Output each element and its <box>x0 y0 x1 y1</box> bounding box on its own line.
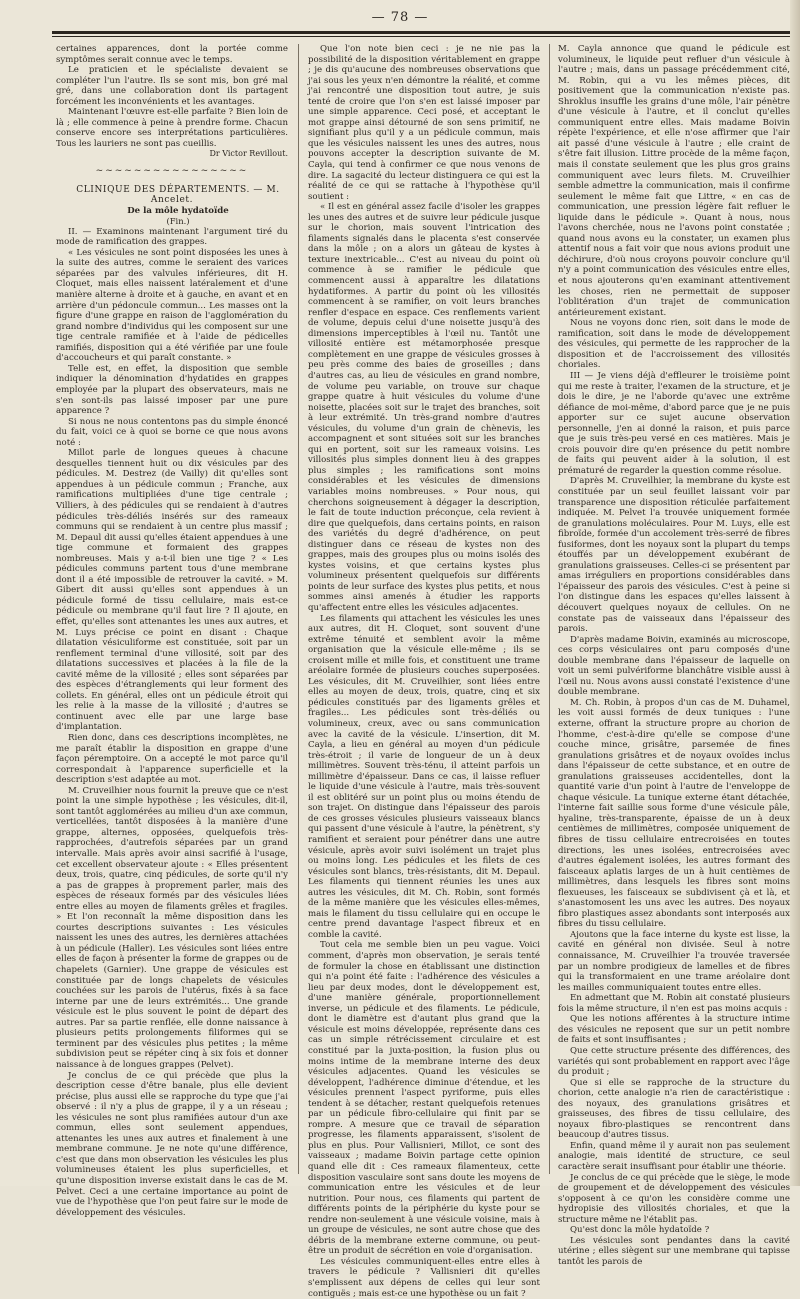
paragraph: Rien donc, dans ces descriptions incomplètes, ne me paraît établir la disposition en grappe d'une façon péremptoire. On a accepté le mot parce qu'il correspondait à l'apparence superficielle et la description s'est adaptée au mot. <box>56 733 288 786</box>
paragraph: Enfin, quand même il y aurait non pas seulement analogie, mais identité de structure, ce seul caractère serait insuffisant pour établir une théorie. <box>558 1140 790 1172</box>
section-title: CLINIQUE DES DÉPARTEMENTS. — M. Ancelet. <box>76 184 280 206</box>
paragraph: Que l'on note bien ceci : je ne nie pas la possibilité de la disposition véritablement en grappe ; je dis qu'aucune des nombreuses observations que j'ai sous les yeux n'en démontre la réalité, et comme j'ai rencontré une disposition tout autre, je suis tenté de croire que l'on s'en est laissé imposer par une simple apparence. Ceci posé, et acceptant le mot grappe ainsi détourné de son sens primitif, ne signifiant plus qu'il y a un pédicule commun, mais que les vésicules naissent les unes des autres, nous pouvons accepter la description suivante de M. Cayla, qui tend à confirmer ce que nous venons de dire. La sagacité du lecteur distinguera ce qui est la réalité de ce qui se rattache à l'hypothèse qu'il soutient : <box>308 44 540 202</box>
page-number: — 78 — <box>371 10 429 25</box>
paragraph: Nous ne voyons donc rien, soit dans le mode de ramification, soit dans le mode de développement des vésicules, qui permette de les rapprocher de la disposition et de l'accroissement des villosités choriales. <box>558 318 790 371</box>
ornament-divider: ~~~~~~~~~~~~~~~~ <box>95 166 249 177</box>
paragraph: Les filaments qui attachent les vésicules les unes aux autres, dit H. Cloquet, sont souvent d'une extrême ténuité et semblent avoir la même organisation que la vésicule elle-même ; ils se croisent mille et mille fois, et constituent une trame aréolaire formée de plusieurs couches superposées. Les vésicules, dit M. Cruveilhier, sont liées entre elles au moyen de deux, trois, quatre, cinq et six pédicules constitués par des ligaments grêles et fragiles... Les pédicules sont très-déliés ou volumineux, creux, avec ou sans communication avec la cavité de la vésicule. L'insertion, dit M. Cayla, a lieu en général au moyen d'un pédicule très-étroit ; il varie de longueur de un à deux millimètres. Souvent très-ténu, il atteint parfois un millimètre d'épaisseur. Dans ce cas, il laisse refluer le liquide d'une vésicule à l'autre, mais très-souvent il est oblitéré sur un point plus ou moins étendu de son trajet. On distingue dans l'épaisseur des parois de ces grosses vésicules plusieurs vaisseaux blancs qui passent d'une vésicule à l'autre, la pénètrent, s'y ramifient et seraient pour pénétrer dans une autre vésicule, après avoir suivi isolément un trajet plus ou moins long. Les pédicules et les filets de ces vésicules sont blancs, très-résistants, dit M. Depaul. Les filaments qui tiennent réunies les unes aux autres les vésicules, dit M. Ch. Robin, sont formés de la même manière que les vésicules elles-mêmes, mais le filament du tissu cellulaire qui en occupe le centre prend davantage l'aspect fibreux et en comble la cavité. <box>308 613 540 940</box>
paragraph: certaines apparences, dont la portée comme symptômes serait connue avec le temps. <box>56 44 288 65</box>
paragraph: D'après M. Cruveilhier, la membrane du kyste est constituée par un seul feuillet laissant voir par transparence une disposition réticulée parfaitement indiquée. M. Pelvet l'a trouvée uniquement formée de granulations moléculaires. Pour M. Luys, elle est fibroïde, formée d'un accolement très-serré de fibres fusiformes, dont les noyaux sont la plupart du temps étouffés par un développement exubérant de granulations graisseuses. Celles-ci se présentent par amas irréguliers en proportions considérables dans l'épaisseur des parois des vésicules. C'est à peine si l'on distingue dans les espaces qu'elles laissent à découvert quelques noyaux de cellules. On ne constate pas de vaisseaux dans l'épaisseur des parois. <box>558 476 790 635</box>
paragraph: Les vésicules communiquent-elles entre elles à travers le pédicule ? Vallisnieri dit qu'elles s'emplissent aux dépens de celles qui leur sont contiguës ; mais est-ce une hypothèse ou un fait ? <box>308 1256 540 1299</box>
paragraph: Ajoutons que la face interne du kyste est lisse, la cavité en général non divisée. Seul à notre connaissance, M. Cruveilhier l'a trouvée traversée par un nombre prodigieux de lamelles et de fibres qui la transformaient en une trame aréolaire dont les mailles communiquaient toutes entre elles. <box>558 929 790 993</box>
header-rule <box>52 31 792 34</box>
paragraph: Je conclus de ce qui précède que plus la description cesse d'être banale, plus elle devient précise, plus aussi elle se rapproche du type que j'ai observé : il n'y a plus de grappe, il y a un réseau ; les vésicules ne sont plus ramifiées autour d'un axe commun, elles sont seulement appendues, attenantes les unes aux autres et finalement à une membrane commune. Je ne note qu'une différence, c'est que dans mon observation les vésicules les plus volumineuses étaient les plus superficielles, et qu'une disposition inverse existait dans le cas de M. Pelvet. Ceci a une certaine importance au point de vue de l'hypothèse que l'on peut faire sur le mode de développement des vésicules. <box>56 1070 288 1218</box>
paragraph: III — Je viens déjà d'effleurer le troisième point qui me reste à traiter, l'examen de la structure, et je dois le dire, je ne l'aborde qu'avec une extrême défiance de moi-même, d'abord parce que je ne puis apporter sur ce sujet aucune observation personnelle, j'en ai donné la raison, et puis parce que je suis très-peu versé en ces matières. Mais je crois pouvoir dire qu'en présence du petit nombre de faits qui peuvent aider à la solution, il est prématuré de regarder la question comme résolue. <box>558 370 790 476</box>
column-2 <box>308 44 540 1299</box>
section-fin: (Fin.) <box>166 216 190 227</box>
paragraph: « Il est en général assez facile d'isoler les grappes les unes des autres et de suivre leur pédicule jusque sur le chorion, mais souvent l'intrication des filaments signalés dans le placenta s'est conservée dans la môle ; on a alors un gâteau de kystes à texture inextricable... C'est au niveau du point où commence à se ramifier le pédicule que commencent aussi à apparaître les dilatations hydatiformes. A partir du point où les villosités commencent à se ramifier, on voit leurs branches renfler d'espace en espace. Ces renflements varient de volume, depuis celui d'une noisette jusqu'à des dimensions imperceptibles à l'œil nu. Tantôt une villosité entière est métamorphosée presque complètement en une grappe de vésicules grosses à peu près comme des baies de groseilles ; dans d'autres cas, au lieu de vésicules en grand nombre, de volume peu variable, on trouve sur chaque grappe quatre à huit vésicules du volume d'une noisette, placées soit sur le trajet des branches, soit à leur extrémité. Un très-grand nombre d'autres vésicules, du volume d'un grain de chènevis, les accompagnent et sont situées soit sur les branches qui en portent, soit sur les rameaux voisins. Les villosités plus simples donnent lieu à des grappes plus simples ; les ramifications sont moins considérables et les vésicules de dimensions variables moins nombreuses. » Pour nous, qui cherchons soigneusement à dégager la description, le fait de toute induction préconçue, cela revient à dire que quelquefois, dans certains points, en raison des variétés du degré d'adhérence, on peut distinguer dans ce réseau de kystes non des grappes, mais des groupes plus ou moins isolés des kystes voisins, et que certains kystes plus volumineux présentent quelquefois sur différents points de leur surface des kystes plus petits, et nous sommes ainsi amenés à étudier les rapports qu'affectent entre elles les vésicules adjacentes. <box>308 202 540 613</box>
paragraph: II. — Examinons maintenant l'argument tiré du mode de ramification des grappes. <box>56 226 288 248</box>
paragraph: M. Cruveilhier nous fournit la preuve que ce n'est point la une simple hypothèse ; les vésicules, dit-il, sont tantôt agglomérées au milieu d'un axe commun, verticellées, tantôt disposées à la manière d'une grappe, alternes, opposées, quelquefois très-rapprochées, d'autrefois séparées par un grand intervalle. Mais après avoir ainsi sacrifié à l'usage, cet excellent observateur ajoute : « Elles présentent deux, trois, quatre, cinq pédicules, de sorte qu'il n'y a pas de grappes à proprement parler, mais des espèces de réseaux formés par des vésicules liées entre elles au moyen de filaments grêles et fragiles. » Et l'on reconnaît la même disposition dans les courtes descriptions suivantes : Les vésicules naissent les unes des autres, les dernières attachées à un pédicule (Haller). Les vésicules sont liées entre elles de façon à présenter la forme de grappes ou de chapelets (Garnier). Une grappe de vésicules est constituée par de longs chapelets de vésicules couchées sur les parois de l'utérus, fixés à sa face interne par une de leurs extrémités... Une grande vésicule est le plus souvent le point de départ des autres. Par sa partie renflée, elle donne naissance à plusieurs petits prolongements filiformes qui se terminent par des vésicules plus petites ; la même subdivision peut se répéter cinq à six fois et donner naissance à de longues grappes (Pelvet). <box>56 785 288 1070</box>
section-subtitle: De la môle hydatoïde <box>127 205 229 216</box>
paragraph: M. Cayla annonce que quand le pédicule est volumineux, le liquide peut refluer d'un vésicule à l'autre ; mais, dans un passage précédemment cité, M. Robin, qui a vu les mêmes pièces, dit positivement que la communication n'existe pas. Shroklus insuffle les grains d'une môle, l'air pénètre d'une vésicule à l'autre, et il conclut qu'elles communiquent entre elles. Mais madame Boivin répète l'expérience, et elle n'ose affirmer que l'air ait passé d'une vésicule à l'autre ; elle craint de s'être fait illusion. Littre procède de la même façon, mais il constate seulement que les plus gros grains communiquent avec leurs filets. M. Cruveilhier semble admettre la communication, mais il confirme seulement le même fait que Littre, « en cas de communication, une pression légère fait refluer le liquide dans le pédicule ». Quant à nous, nous l'avons cherchée, nous ne l'avons point constatée ; quand nous avons eu la constater, un examen plus attentif nous a fait voir que nous avions produit une déchirure, d'où nous croyons pouvoir conclure qu'il n'y a point communication des vésicules entre elles, et nous ajouterons qu'en examinant attentivement les choses, rien ne permettait de supposer l'oblitération d'un trajet de communication antérieurement existant. <box>558 44 790 318</box>
paragraph: Le praticien et le spécialiste devaient se compléter l'un l'autre. Ils se sont mis, bon gré mal gré, dans une collaboration dont ils partagent forcément les inconvénients et les avantages. <box>56 65 288 107</box>
column-1 <box>56 44 288 1218</box>
paragraph: Maintenant l'œuvre est-elle parfaite ? Bien loin de là ; elle commence à peine à prendre forme. Chacun conserve encore ses interprétations particulières. Tous les lauriers ne sont pas cueillis. <box>56 107 288 149</box>
paragraph: Qu'est donc la môle hydatoïde ? <box>570 1225 710 1236</box>
column-divider <box>298 44 299 1174</box>
paragraph: Millot parle de longues queues à chacune desquelles tiennent huit ou dix vésicules par des pédicules. M. Destrez (de Vailly) dit qu'elles sont appendues à un pédicule commun ; Franche, aux ramifications multipliées d'une tige centrale ; Villiers, à des pédicules qui se rendaient à d'autres pédicules très-déliés insérés sur des rameaux communs qui se rendaient à un centre plus massif ; M. Depaul dit aussi qu'elles étaient appendues à une tige commune et formaient des grappes nombreuses. Mais y a-t-il bien une tige ? « Les pédicules communs partent tous d'une membrane dont il a été impossible de retrouver la cavité. » M. Gibert dit aussi qu'elles sont appendues à un pédicule formé de tissu cellulaire, mais est-ce pédicule ou membrane qu'il faut lire ? Il ajoute, en effet, qu'elles sont attenantes les unes aux autres, et M. Luys précise ce point en disant : Chaque dilatation vésiculiforme est constituée, soit par un renflement terminal d'une villosité, soit par des dilatations successives et placées à la file de la cavité même de la villosité ; elles sont séparées par des espèces d'étranglements qui leur forment des collets. En général, elles ont un pédicule étroit qui les relie à la masse de la villosité ; d'autres se continuent avec elle par une large base d'implantation. <box>56 448 288 733</box>
paragraph: Que cette structure présente des différences, des variétés qui sont probablement en rapport avec l'âge du produit ; <box>558 1045 790 1078</box>
page-edge-shadow <box>790 0 800 1186</box>
paragraph: « Les vésicules ne sont point disposées les unes à la suite des autres, comme le seraient des varices séparées par des valvules inférieures, dit H. Cloquet, mais elles naissent latéralement et d'une manière alterne à droite et à gauche, en avant et en arrière d'un pédoncule commun... Les masses ont la figure d'une grappe en raison de l'agglomération du grand nombre d'individus qui les composent sur une tige centrale ramifiée et à l'aide de pédicelles ramifiés, disposition qui a été vérifiée par une foule d'accoucheurs et qui paraît constante. » <box>56 247 288 364</box>
column-divider <box>549 44 550 1174</box>
paragraph: En admettant que M. Robin ait constaté plusieurs fois la même structure, il n'en est pas moins acquis : <box>558 993 790 1014</box>
paragraph: Telle est, en effet, la disposition que semble indiquer la dénomination d'hydatides en grappes employée par la plupart des observateurs, mais ne s'en sont-ils pas laissé imposer par une pure apparence ? <box>56 363 288 417</box>
paragraph: Je conclus de ce qui précède que le siège, le mode de groupement et de développement des vésicules s'opposent à ce qu'on les considère comme une hydropisie des villosités choriales, et que la structure même ne l'établit pas. <box>558 1172 790 1225</box>
paragraph: M. Ch. Robin, à propos d'un cas de M. Duhamel, les voit aussi formés de deux tuniques : l'une externe, offrant la structure propre au chorion de l'homme, c'est-à-dire qu'elle se compose d'une couche mince, grisâtre, parsemée de fines granulations grisâtres et de noyaux ovoïdes inclus dans l'épaisseur de cette substance, et en outre de granulations graisseuses accidentelles, dont la quantité varie d'un point à l'autre de l'enveloppe de chaque vésicule. La tunique externe étant détachée, l'interne fait saillie sous forme d'une vésicule pâle, hyaline, très-transparente, épaisse de un à deux centièmes de millimètres, composée uniquement de fibres de tissu cellulaire entrecroisées en toutes directions, les unes isolées, entrecroisées avec d'autres également isolées, les autres formant des faisceaux aplatis larges de un à huit centièmes de millimètres, dans lesquels les fibres sont moins flexueuses, les faisceaux se subdivisent çà et là, et s'anastomosent les uns avec les autres. Des noyaux fibro plastiques assez abondants sont interposés aux fibres du tissu cellulaire. <box>558 697 790 930</box>
paragraph: Tout cela me semble bien un peu vague. Voici comment, d'après mon observation, je serais tenté de formuler la chose en établissant une distinction qui n'a point été faite : l'adhérence des vésicules a lieu par deux modes, dont le développement est, d'une manière générale, proportionnellement inverse, un pédicule et des filaments. Le pédicule, dont le diamètre est d'autant plus grand que la vésicule est moins développée, représente dans ces cas un simple rétrécissement circulaire et est constitué par la juxta-position, la fusion plus ou moins intime de la membrane interne des deux vésicules adjacentes. Quand les vésicules se développent, l'adhérence diminue d'étendue, et les vésicules prennent l'aspect pyriforme, puis elles tendent à se détacher, restant quelquefois retenues par un pédicule fibro-cellulaire qui finit par se rompre. A mesure que ce travail de séparation progresse, les filaments apparaissent, s'isolent de plus en plus. Pour Vallisnieri, Millot, ce sont des vaisseaux ; madame Boivin partage cette opinion quand elle dit : Ces rameaux filamenteux, cette disposition vasculaire sont sans doute les moyens de communication entre les vésicules et de leur nutrition. Pour nous, ces filaments qui partent de différents points de la périphérie du kyste pour se rendre non-seulement à une vésicule voisine, mais à un groupe de vésicules, ne sont autre chose que des débris de la membrane externe commune, ou peut-être un produit de sécrétion en voie d'organisation. <box>308 940 540 1257</box>
signature: Dr Victor Revillout. <box>209 149 288 159</box>
paragraph: Que si elle se rapproche de la structure du chorion, cette analogie n'a rien de caractéristique : des noyaux, des granulations grisâtres et graisseuses, des fibres de tissu cellulaire, des noyaux fibro-plastiques se rencontrent dans beaucoup d'autres tissus. <box>558 1077 790 1141</box>
paragraph: D'après madame Boivin, examinés au microscope, ces corps vésiculaires ont paru composés d'une double membrane dans l'épaisseur de laquelle on voit un semi pulvériforme blanchâtre visible aussi à l'œil nu. Nous avons aussi constaté l'existence d'une double membrane. <box>558 634 790 698</box>
column-3 <box>558 44 790 1267</box>
header-rule-thin <box>52 36 792 37</box>
paragraph: Les vésicules sont pendantes dans la cavité utérine ; elles siègent sur une membrane qui tapisse tantôt les parois de <box>558 1235 790 1267</box>
paragraph: Si nous ne nous contentons pas du simple énoncé du fait, voici ce à quoi se borne ce que nous avons noté : <box>56 416 288 448</box>
paragraph: Que les notions afférentes à la structure intime des vésicules ne reposent que sur un petit nombre de faits et sont insuffisantes ; <box>558 1014 790 1046</box>
